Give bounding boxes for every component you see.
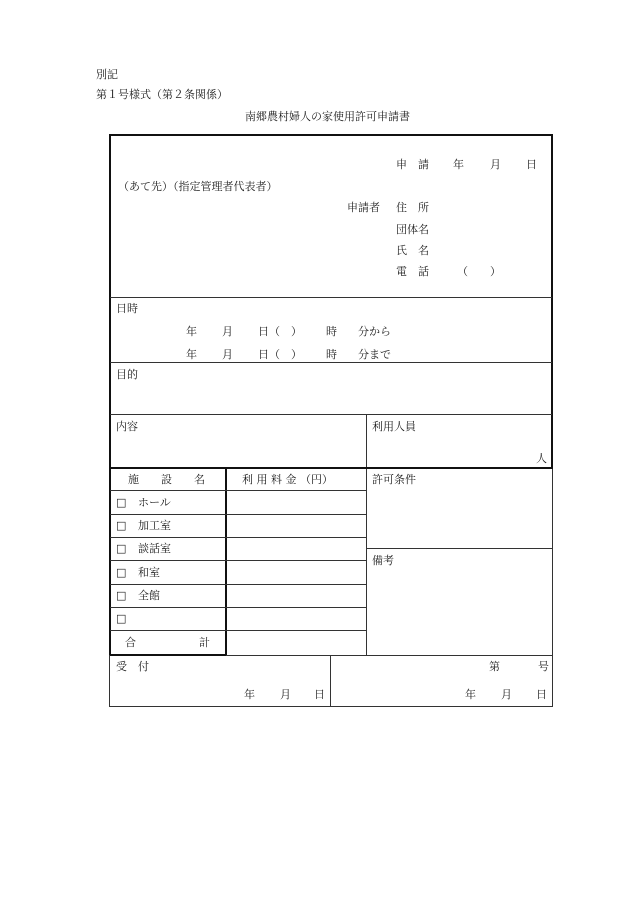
phone-label: 電 話 (396, 265, 429, 278)
reception-label: 受 付 (116, 660, 149, 673)
datetime-to-year: 年 (186, 348, 197, 361)
name-label: 氏 名 (396, 244, 429, 257)
address-label: 住 所 (396, 201, 429, 214)
datetime-from-day: 日（ ） (258, 325, 302, 338)
checkbox[interactable]: □ (116, 496, 127, 509)
facility-name: 加工室 (138, 519, 171, 532)
remarks-label: 備考 (372, 554, 394, 567)
checkbox[interactable]: □ (116, 519, 127, 532)
number-right: 号 (538, 660, 549, 673)
checkbox[interactable]: □ (116, 612, 127, 625)
datetime-from: 分から (358, 325, 391, 338)
users-unit: 人 (536, 452, 547, 465)
datetime-to-month: 月 (222, 348, 233, 361)
datetime-from-month: 月 (222, 325, 233, 338)
datetime-from-hour: 時 (326, 325, 337, 338)
application-day: 日 (526, 158, 537, 171)
facility-name: 和室 (138, 566, 160, 579)
form-title: 南郷農村婦人の家使用許可申請書 (245, 110, 410, 123)
permit-day: 日 (536, 688, 547, 701)
facility-name: ホール (138, 496, 171, 509)
addressee: （あて先）（指定管理者代表者） (118, 180, 278, 193)
number-left: 第 (489, 660, 500, 673)
total-right: 計 (199, 636, 210, 649)
reception-day: 日 (314, 688, 325, 701)
applicant-label: 申請者 (347, 201, 380, 214)
reception-year: 年 (244, 688, 255, 701)
conditions-label: 許可条件 (372, 473, 416, 486)
users-label: 利用人員 (372, 420, 416, 433)
datetime-to-hour: 時 (326, 348, 337, 361)
permit-year: 年 (465, 688, 476, 701)
betsuki-label: 別記 (96, 68, 118, 81)
checkbox[interactable]: □ (116, 542, 127, 555)
checkbox[interactable]: □ (116, 566, 127, 579)
checkbox[interactable]: □ (116, 589, 127, 602)
datetime-from-year: 年 (186, 325, 197, 338)
application-date-label: 申 請 (396, 158, 429, 171)
application-month: 月 (490, 158, 501, 171)
purpose-label: 目的 (116, 368, 138, 381)
datetime-to-day: 日（ ） (258, 348, 302, 361)
content-label: 内容 (116, 420, 138, 433)
datetime-to: 分まで (358, 348, 391, 361)
facility-head: 施 設 名 (128, 473, 205, 486)
form-number: 第１号様式（第２条関係） (96, 88, 228, 101)
fee-head: 利 用 料 金 （円） (242, 473, 333, 486)
total-left: 合 (125, 636, 136, 649)
application-year: 年 (453, 158, 464, 171)
facility-name: 全館 (138, 589, 160, 602)
phone-paren: （ ） (457, 265, 501, 278)
facility-name: 談話室 (138, 542, 171, 555)
permit-month: 月 (501, 688, 512, 701)
reception-month: 月 (280, 688, 291, 701)
datetime-label: 日時 (116, 302, 138, 315)
group-label: 団体名 (396, 223, 429, 236)
